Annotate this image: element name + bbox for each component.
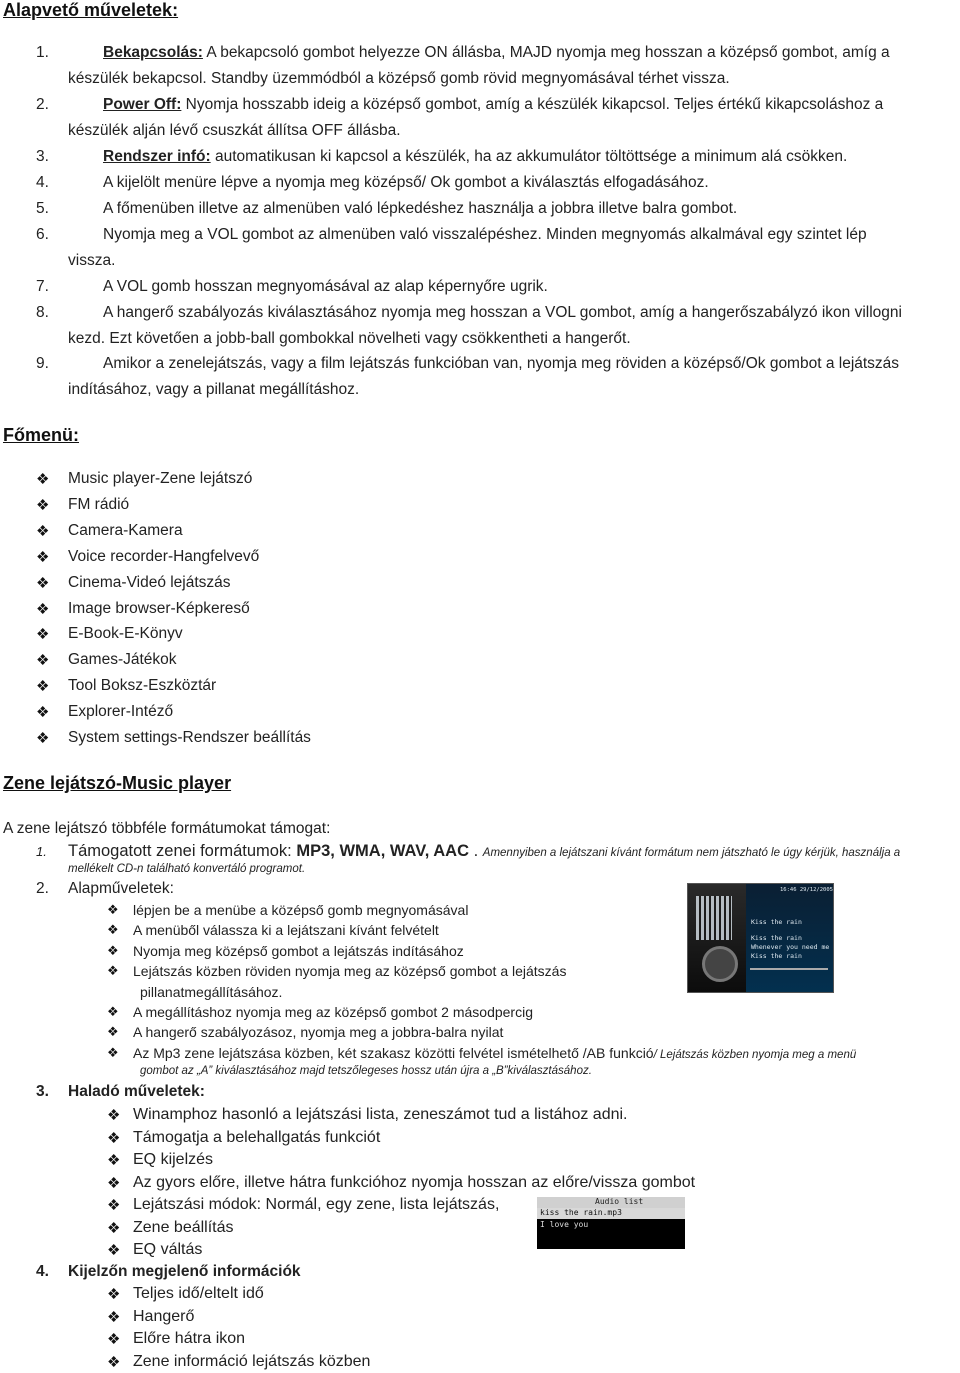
item-text: Amikor a zenelejátszás, vagy a film lejátszás funkcióban van, nyomja meg röviden a középső/Ok gombot a lejátszás [103, 355, 900, 372]
menu-item: Tool Boksz-Eszköztár [68, 677, 217, 695]
item-number: 9. [36, 355, 49, 372]
menu-item: System settings-Rendszer beállítás [68, 729, 311, 746]
ab-note-cont: gombot az „A” kiválasztásához majd tetszőlegeses hossz után újra a „B”kiválasztásához. [140, 1065, 592, 1077]
item-line-2: vissza. [68, 252, 116, 269]
item-line-2: készülék bekapcsol. Standby üzemmódból a középső gomb rövid megnyomásával térhet vissza. [68, 70, 730, 87]
bullet-icon: ❖ [107, 1331, 121, 1348]
bullet-icon: ❖ [36, 626, 50, 644]
sub1-note: Amennyiben a lejátszani kívánt formátum nem játszható le úgy kérjük, használja a [482, 847, 901, 859]
equalizer-graphic [696, 896, 732, 940]
item-text: A kijelölt menüre lépve a nyomja meg középső/ Ok gombot a kiválasztás elfogadásához. [103, 174, 709, 191]
advanced-op-item: Winamphoz hasonló a lejátszási lista, zeneszámot tud a listához adni. [133, 1106, 628, 1123]
bullet-icon: ❖ [36, 522, 50, 540]
audio-list-screenshot [537, 1197, 685, 1249]
bullet-icon: ❖ [36, 471, 50, 488]
player-progress-bar [750, 968, 828, 970]
sub2-title: Alapműveletek: [68, 880, 174, 897]
menu-item: Games-Játékok [68, 651, 177, 669]
bullet-icon: ❖ [107, 1197, 121, 1214]
bullet-icon: ❖ [107, 1045, 119, 1060]
bullet-icon: ❖ [107, 1242, 121, 1259]
item-line-1 [103, 304, 902, 322]
sub2-number: 2. [36, 880, 49, 897]
bullet-icon: ❖ [107, 943, 119, 958]
ab-text: Az Mp3 zene lejátszása közben, két szakasz közötti felvétel ismételhető /AB funkció [133, 1045, 654, 1061]
basic-op-item: A menüből válassza ki a lejátszani kívánt felvételt [133, 922, 439, 938]
bullet-icon: ❖ [107, 1004, 119, 1019]
item-line-2: kezd. Ezt követően a jobb-ball gombokkal növelheti vagy csökkentheti a hangerőt. [68, 330, 631, 347]
display-info-item: Előre hátra ikon [133, 1330, 246, 1347]
bullet-icon: ❖ [36, 548, 50, 566]
menu-item: Music player-Zene lejátszó [68, 470, 253, 487]
item-text: Nyomja meg a VOL gombot az almenüben való visszalépéshez. Minden megnyomás alkalmával egy szintet lép [103, 226, 867, 243]
item-label: Power Off: [103, 96, 182, 113]
item-label: Rendszer infó: [103, 148, 211, 165]
bullet-icon: ❖ [36, 574, 50, 592]
item-line-1 [103, 278, 548, 296]
item-label: Bekapcsolás: [103, 44, 203, 61]
bullet-icon: ❖ [107, 1286, 121, 1303]
advanced-op-item: Zene beállítás [133, 1218, 234, 1236]
player-eq-panel [688, 884, 746, 992]
display-info-item: Teljes idő/eltelt idő [133, 1285, 264, 1302]
item-line-1 [103, 148, 847, 166]
menu-item: Image browser-Képkereső [68, 599, 250, 617]
sub4-title: Kijelzőn megjelenő információk [68, 1263, 301, 1280]
bullet-icon: ❖ [107, 1129, 121, 1147]
basic-op-item: Nyomja meg középső gombot a lejátszás indításához [133, 943, 464, 959]
basic-op-item: A hangerő szabályozásoz, nyomja meg a jobbra-balra nyilat [133, 1024, 504, 1040]
item-number: 1. [36, 44, 49, 61]
section-title-main-menu: Főmenü: [3, 425, 79, 445]
item-line-1 [103, 355, 899, 373]
menu-item: Camera-Kamera [68, 521, 183, 539]
audio-list-title: Audio list [595, 1197, 644, 1206]
advanced-op-item: EQ kijelzés [133, 1151, 214, 1168]
item-number: 8. [36, 304, 49, 321]
bullet-icon: ❖ [36, 704, 50, 722]
sub1-lead: Támogatott zenei formátumok: [68, 842, 297, 860]
item-text: A főmenüben illetve az almenüben való lépkedéshez használja a jobbra illetve balra gombot. [103, 200, 738, 217]
sub3-title: Haladó műveletek: [68, 1083, 205, 1100]
item-line-2: indításához, vagy a pillanat megállításhoz. [68, 381, 360, 398]
audio-list-row1: kiss the rain.mp3 [540, 1208, 622, 1217]
bullet-icon: ❖ [107, 922, 119, 937]
item-number: 4. [36, 174, 49, 191]
sub4-number: 4. [36, 1263, 49, 1280]
section-title-music-player: Zene lejátszó-Music player [3, 773, 232, 793]
bullet-icon: ❖ [107, 1219, 121, 1237]
item-number: 2. [36, 96, 49, 113]
menu-item: Cinema-Videó lejátszás [68, 573, 231, 591]
player-lyric-3: Whenever you need me [751, 943, 830, 951]
bullet-icon: ❖ [107, 1174, 121, 1192]
audio-list-row-selected [537, 1208, 685, 1219]
sub1-note-cont: mellékelt CD-n található konvertáló programot. [68, 863, 306, 875]
ab-note: / Lejátszás közben nyomja meg a menü [653, 1049, 857, 1061]
bullet-icon: ❖ [36, 678, 50, 696]
bullet-icon: ❖ [107, 1353, 121, 1371]
bullet-icon: ❖ [107, 1308, 121, 1326]
item-number: 7. [36, 278, 49, 295]
item-text: A hangerő szabályozás kiválasztásához nyomja meg hosszan a VOL gombot, amíg a hangerőszabályzó ikon villogni [103, 304, 902, 321]
menu-item: FM rádió [68, 495, 130, 513]
display-info-item: Hangerő [133, 1307, 195, 1325]
item-text: automatikusan ki kapcsol a készülék, ha az akkumulátor töltöttsége a minimum alá csökken. [210, 148, 848, 165]
basic-op-item [133, 1045, 856, 1061]
display-info-item: Zene információ lejátszás közben [133, 1352, 371, 1370]
bullet-icon: ❖ [36, 496, 50, 514]
item-line-1 [103, 96, 883, 114]
audio-list-row2: I love you [540, 1220, 589, 1229]
item-line-2: készülék alján lévő csuszkát állítsa OFF állásba. [68, 122, 401, 139]
audio-list-header [537, 1197, 685, 1208]
item-number: 3. [36, 148, 49, 165]
advanced-op-item: Támogatja a belehallgatás funkciót [133, 1128, 381, 1146]
advanced-op-item: EQ váltás [133, 1241, 203, 1258]
player-lyric-2: Kiss the rain [751, 934, 802, 942]
sub1-formats: MP3, WMA, WAV, AAC [296, 842, 470, 860]
item-text: Nyomja hosszabb ideig a középső gombot, amíg a készülék kikapcsol. Teljes értékű kikapcsoláshoz a [181, 96, 884, 113]
bullet-icon: ❖ [36, 600, 50, 618]
item-line-1 [103, 226, 867, 244]
basic-op-item: Lejátszás közben röviden nyomja meg az középső gombot a lejátszás [133, 963, 567, 979]
music-player-screenshot [687, 883, 834, 993]
player-time: 16:46 29/12/2005 [780, 887, 833, 893]
basic-op-item: lépjen be a menübe a középső gomb megnyomásával [133, 902, 469, 918]
sub3-number: 3. [36, 1083, 49, 1100]
basic-op-item: A megállításhoz nyomja meg az középső gombot 2 másodpercig [133, 1004, 533, 1020]
item-line-1 [103, 200, 737, 218]
item-number: 6. [36, 226, 49, 243]
sub1-text [68, 842, 900, 861]
item-text: A bekapcsoló gombot helyezze ON állásba, MAJD nyomja meg hosszan a középső gombot, amíg a [202, 44, 890, 61]
player-lyric-4: Kiss the rain [751, 952, 802, 960]
bullet-icon: ❖ [36, 730, 50, 747]
item-text: A VOL gomb hosszan megnyomásával az alap képernyőre ugrik. [103, 278, 548, 295]
menu-item: Voice recorder-Hangfelvevő [68, 547, 260, 565]
bullet-icon: ❖ [36, 652, 50, 670]
bullet-icon: ❖ [107, 963, 119, 978]
menu-item: E-Book-E-Könyv [68, 625, 183, 643]
player-disc-icon [702, 946, 738, 982]
basic-op-item: pillanatmegállításához. [140, 984, 283, 1000]
sub1-number: 1. [36, 844, 47, 859]
bullet-icon: ❖ [107, 1107, 121, 1124]
sub1-dot: . [469, 842, 483, 860]
player-lyric-1: Kiss the rain [751, 918, 802, 926]
section-title-basic-operations: Alapvető műveletek: [3, 0, 179, 20]
item-line-1 [103, 44, 890, 62]
advanced-op-item: Lejátszási módok: Normál, egy zene, lista lejátszás, [133, 1196, 500, 1213]
bullet-icon: ❖ [107, 902, 119, 917]
item-number: 5. [36, 200, 49, 217]
bullet-icon: ❖ [107, 1024, 119, 1039]
bullet-icon: ❖ [107, 1152, 121, 1169]
advanced-op-item: Az gyors előre, illetve hátra funkcióhoz nyomja hosszan az előre/vissza gombot [133, 1173, 696, 1191]
music-intro: A zene lejátszó többféle formátumokat támogat: [3, 820, 331, 837]
menu-item: Explorer-Intéző [68, 703, 174, 721]
item-line-1 [103, 174, 709, 192]
